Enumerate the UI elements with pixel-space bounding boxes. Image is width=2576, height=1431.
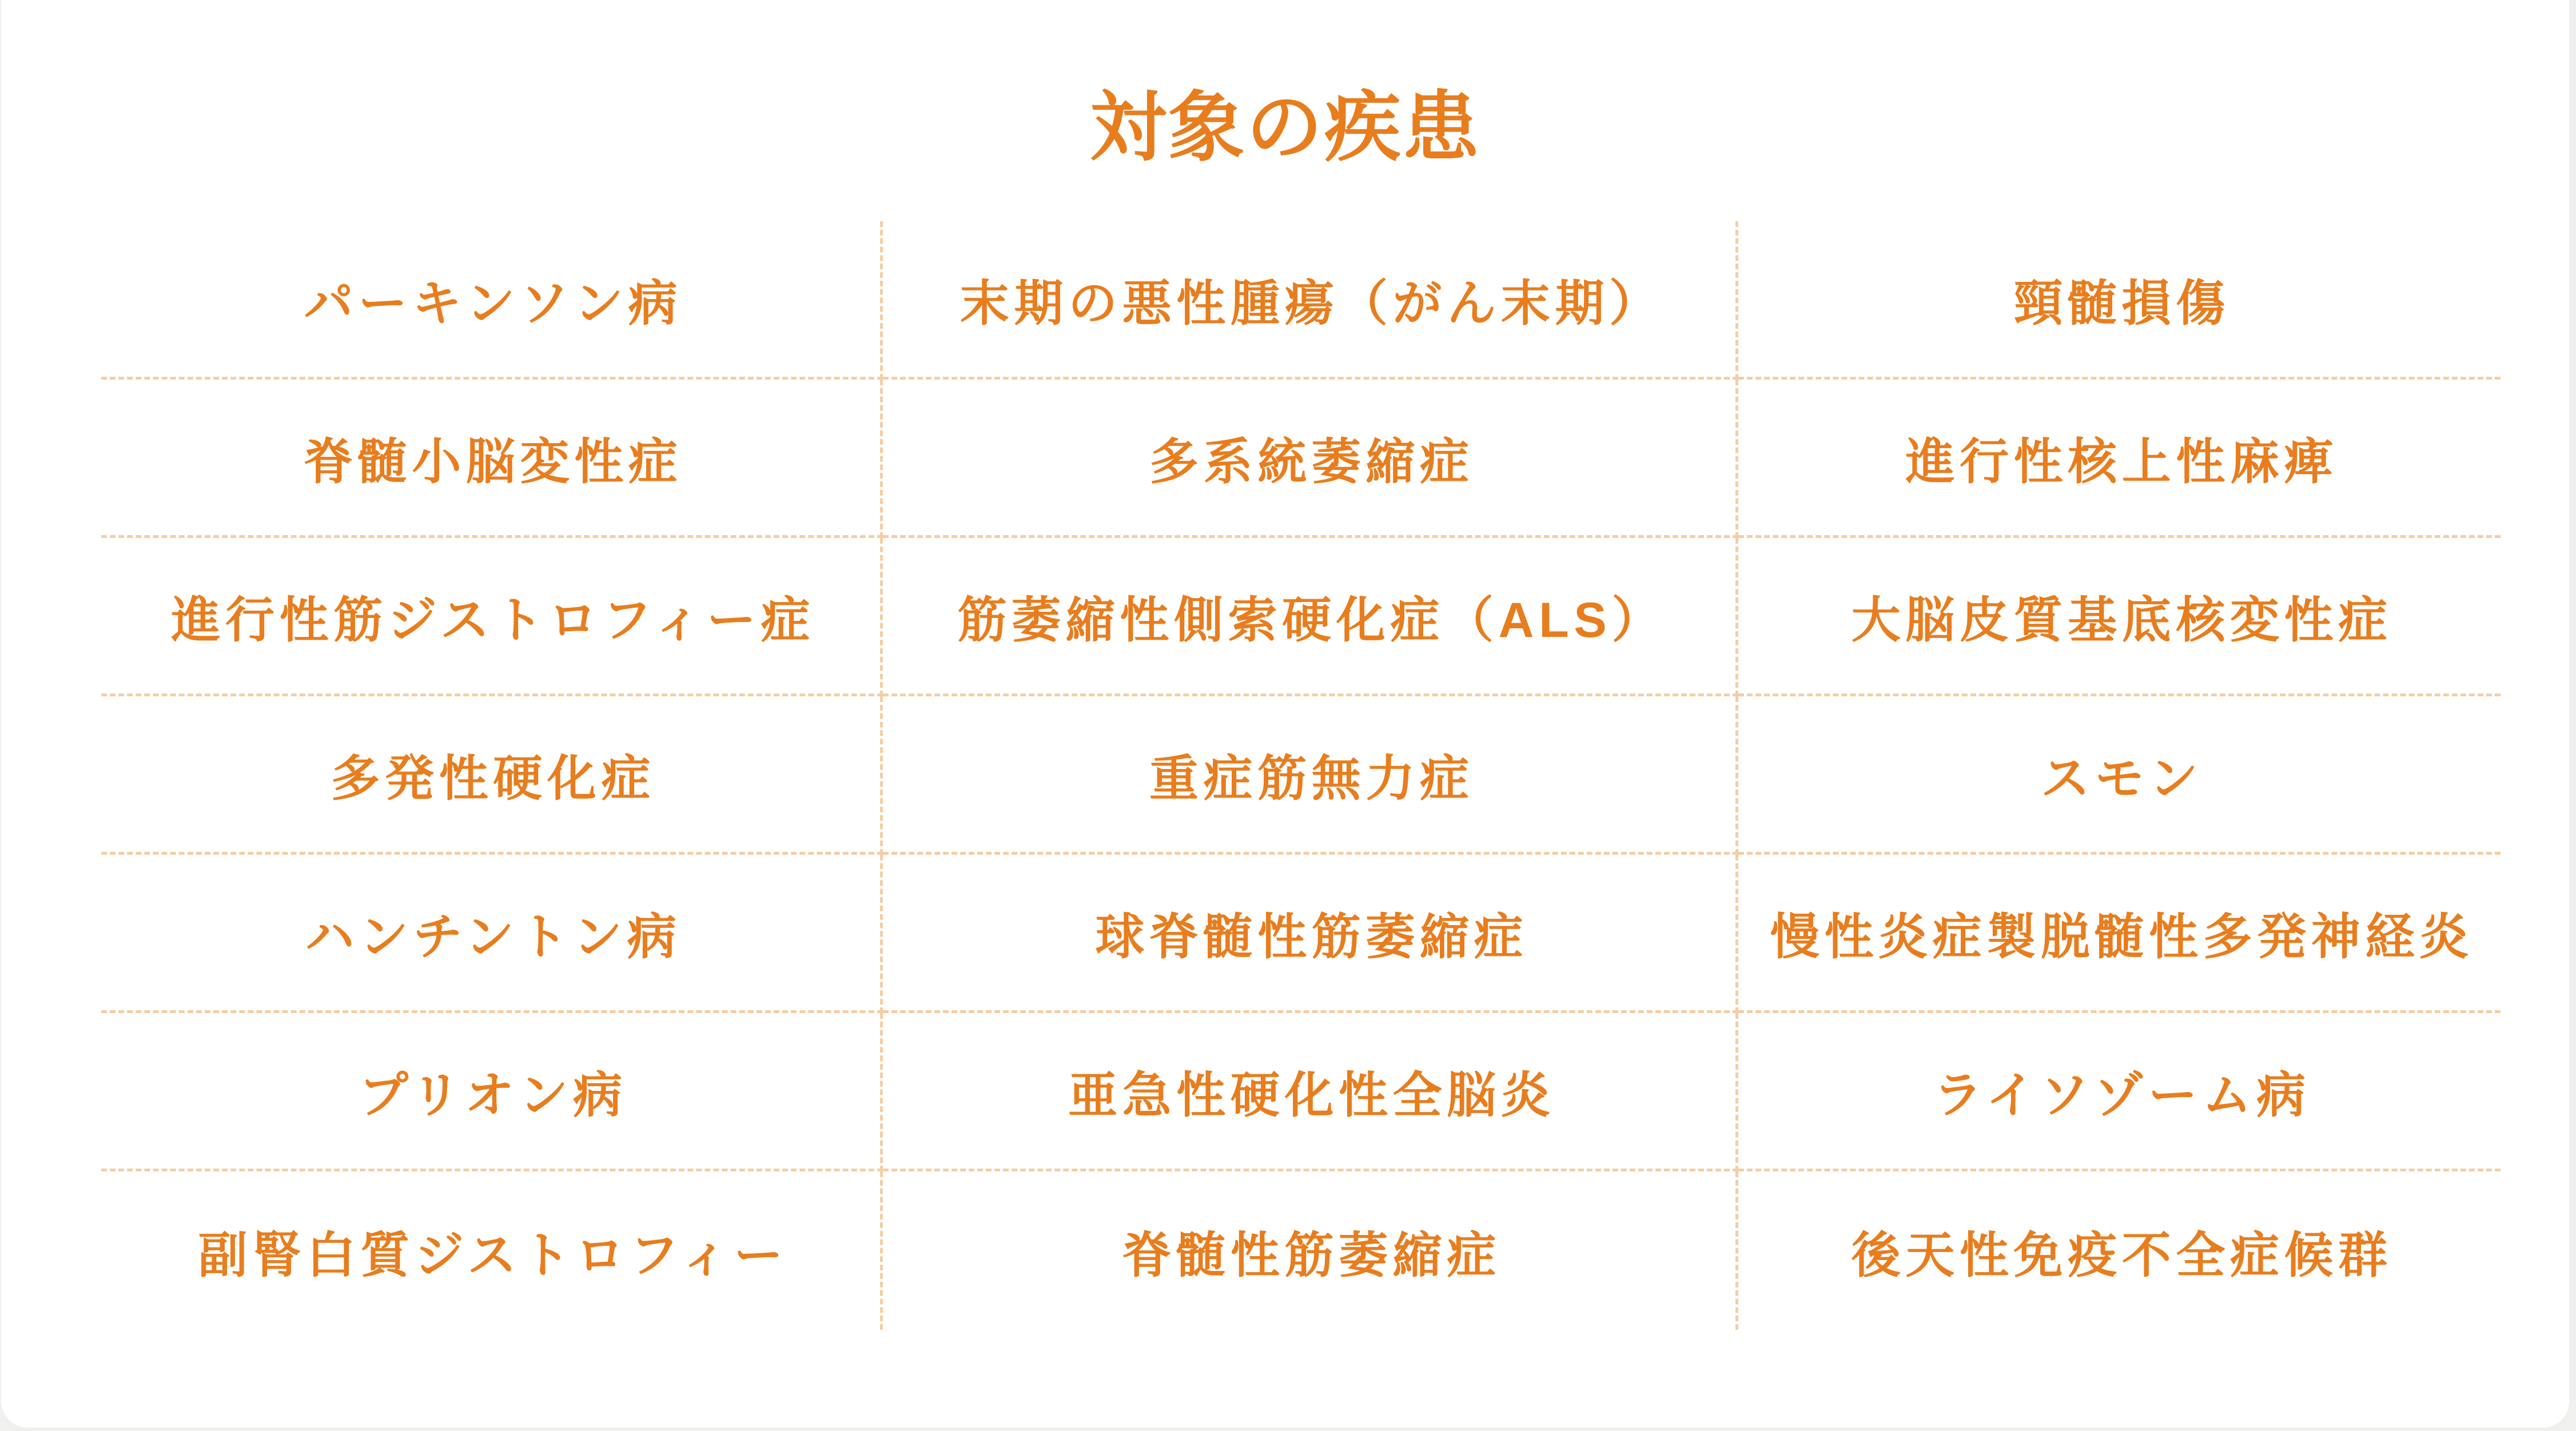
disease-cell: パーキンソン病 — [101, 221, 883, 380]
disease-cell: 脊髄性筋萎縮症 — [883, 1171, 1738, 1330]
disease-cell: スモン — [1738, 696, 2501, 855]
disease-cell: 球脊髄性筋萎縮症 — [883, 855, 1738, 1013]
disease-cell: 後天性免疫不全症候群 — [1851, 1227, 2392, 1283]
disease-cell: 頸髄損傷 — [1738, 221, 2501, 380]
disease-cell: 進行性核上性麻痺 — [1738, 380, 2501, 538]
disease-cell: 慢性炎症製脱髄性多発神経炎 — [1738, 855, 2501, 1013]
disease-cell: 多発性硬化症 — [101, 696, 883, 855]
disease-cell: ハンチントン病 — [101, 855, 883, 1013]
page-title: 対象の疾患 — [1089, 85, 1481, 170]
disease-cell: 重症筋無力症 — [883, 696, 1738, 855]
disease-cell: 脊髄小脳変性症 — [101, 380, 883, 538]
disease-cell: 亜急性硬化性全脳炎 — [883, 1013, 1738, 1171]
disease-cell: 末期の悪性腫瘍（がん末期） — [883, 221, 1738, 380]
disease-cell: 多系統萎縮症 — [883, 380, 1738, 538]
disease-cell: 大脳皮質基底核変性症 — [1738, 538, 2501, 696]
disease-cell: プリオン病 — [101, 1013, 883, 1171]
disease-cell: 筋萎縮性側索硬化症（ALS） — [883, 538, 1738, 696]
disease-cell: 進行性筋ジストロフィー症 — [101, 538, 883, 696]
disease-cell: 副腎白質ジストロフィー — [101, 1171, 883, 1330]
disease-cell: ライソゾーム病 — [1738, 1013, 2501, 1171]
diseases-card — [1, 0, 2569, 1428]
diseases-table — [101, 221, 2501, 1330]
